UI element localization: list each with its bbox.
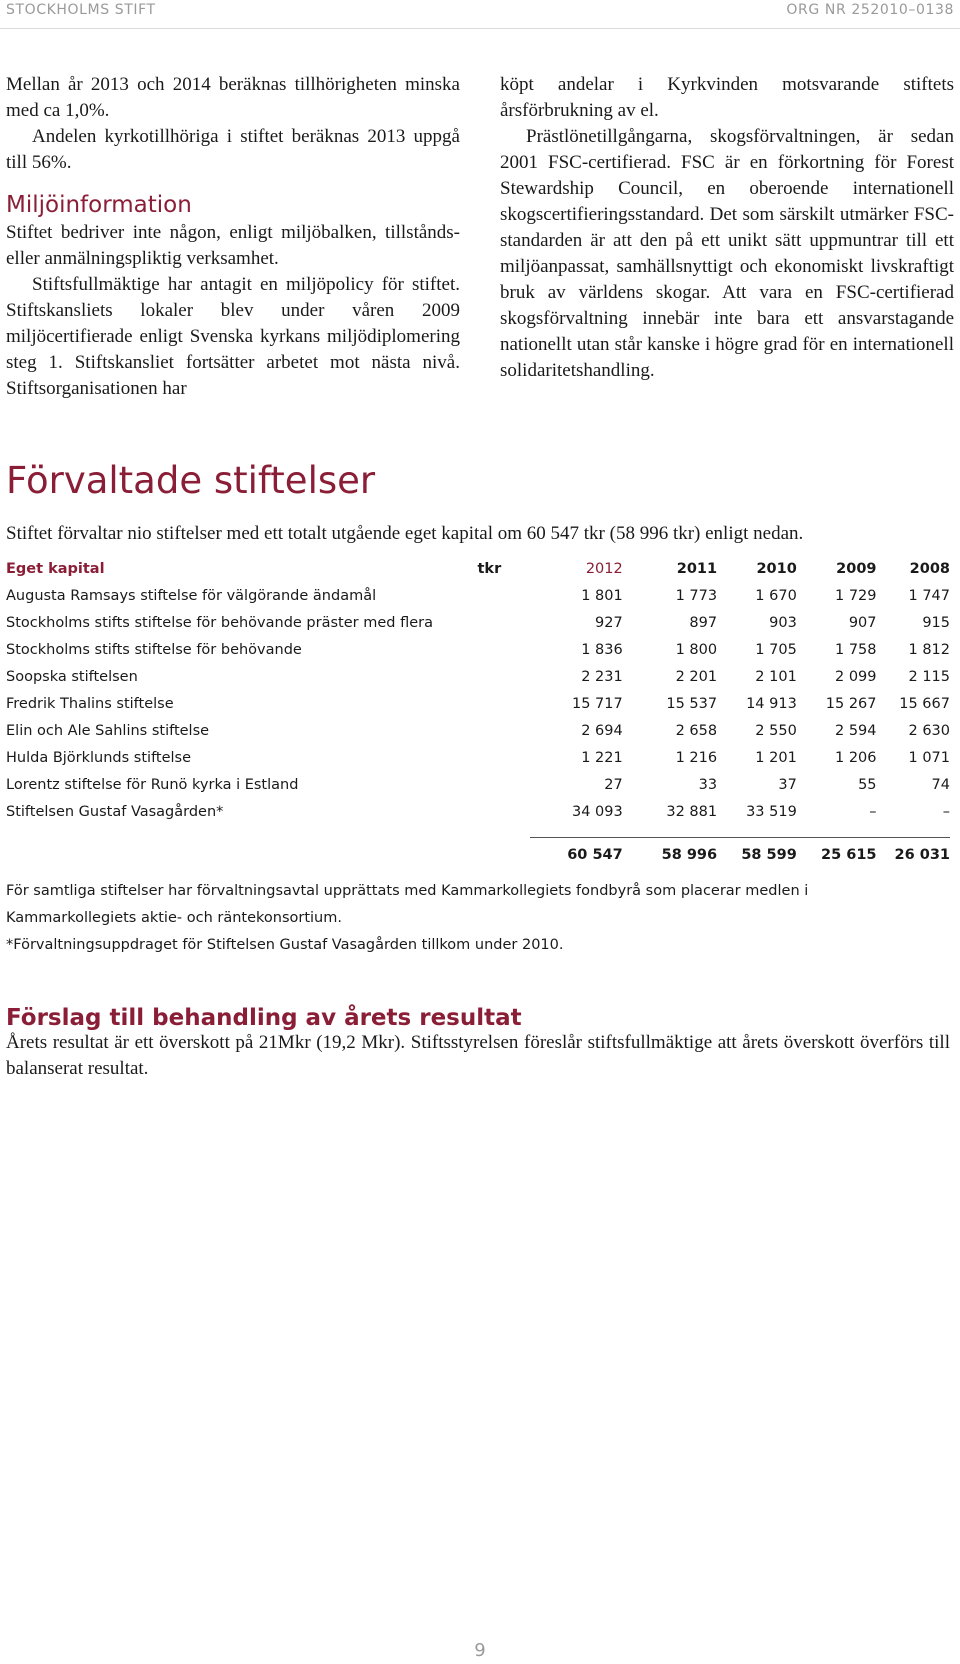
- paragraph: Stiftsfullmäktige har antagit en miljöpolicy för stiftet. Stiftskansliets lokaler blev under våren 2009 miljöcertifierade enligt Svenska kyrkans miljödiplomering steg 1. Stiftskansliet fortsätter arbetet mot nästa nivå. Stiftsorganisationen har: [6, 274, 460, 399]
- table-notes: [6, 878, 906, 959]
- value-cell: 2 658: [675, 722, 718, 739]
- unit-cell: [468, 717, 531, 744]
- section-title-foundations: Förvaltade stiftelser: [6, 459, 376, 502]
- value-cell: 2 201: [675, 668, 718, 685]
- totals-blank: [6, 838, 468, 873]
- column-header-year: 2011: [676, 560, 718, 577]
- total-value-cell: 60 547: [530, 838, 622, 873]
- value-cell: –: [942, 803, 950, 820]
- paragraph: Mellan år 2013 och 2014 beräknas tillhörigheten minska med ca 1,0%.: [6, 74, 460, 121]
- value-cell: 1 206: [835, 749, 877, 766]
- right-text-column: [500, 72, 954, 384]
- foundation-name: Soopska stiftelsen: [6, 668, 138, 685]
- header-org-number: ORG NR 252010–0138: [786, 2, 954, 18]
- foundation-name: Hulda Björklunds stiftelse: [6, 749, 192, 766]
- column-header-year: 2010: [756, 560, 797, 577]
- value-cell: 1 801: [581, 587, 623, 604]
- value-cell: 1 729: [835, 587, 877, 604]
- result-text: Årets resultat är ett överskott på 21Mkr (19,2 Mkr). Stiftsstyrelsen föreslår stiftsfullmäktige att årets överskott överförs till balanserat resultat.: [6, 1032, 950, 1079]
- foundation-name: Elin och Ale Sahlins stiftelse: [6, 722, 210, 739]
- value-cell: 2 231: [581, 668, 623, 685]
- value-cell: 37: [778, 776, 797, 793]
- value-cell: 1 670: [755, 587, 797, 604]
- column-header-label: Eget kapital: [6, 560, 105, 577]
- foundation-name: Lorentz stiftelse för Runö kyrka i Estland: [6, 776, 299, 793]
- value-cell: 2 115: [908, 668, 950, 685]
- column-header-year: 2009: [836, 560, 877, 577]
- value-cell: 15 267: [825, 695, 877, 712]
- unit-cell: [468, 771, 531, 798]
- left-text-column: [6, 72, 460, 402]
- total-value-cell: 58 599: [717, 838, 797, 873]
- header-organization: STOCKHOLMS STIFT: [6, 2, 156, 18]
- value-cell: 15 667: [899, 695, 950, 712]
- value-cell: 1 221: [581, 749, 623, 766]
- value-cell: 1 812: [908, 641, 950, 658]
- totals-row: [6, 838, 950, 873]
- unit-cell: [468, 582, 531, 609]
- table-row: [6, 744, 950, 771]
- value-cell: 34 093: [571, 803, 623, 820]
- table-row: [6, 663, 950, 690]
- value-cell: 2 630: [908, 722, 950, 739]
- total-value-cell: 26 031: [877, 838, 950, 873]
- value-cell: 74: [931, 776, 950, 793]
- table-header-row: [6, 555, 950, 582]
- value-cell: 903: [769, 614, 797, 631]
- value-cell: 1 071: [908, 749, 950, 766]
- table-row: [6, 798, 950, 825]
- foundation-name: Stockholms stifts stiftelse för behövande präster med flera: [6, 614, 433, 631]
- value-cell: 1 800: [675, 641, 718, 658]
- value-cell: 14 913: [746, 695, 797, 712]
- value-cell: 1 201: [755, 749, 797, 766]
- value-cell: 2 099: [835, 668, 877, 685]
- table-row: [6, 609, 950, 636]
- value-cell: 33 519: [746, 803, 797, 820]
- value-cell: 15 537: [666, 695, 718, 712]
- value-cell: 1 747: [908, 587, 950, 604]
- value-cell: 2 550: [755, 722, 797, 739]
- foundation-name: Stockholms stifts stiftelse för behövande: [6, 641, 302, 658]
- column-header-unit: tkr: [477, 560, 502, 577]
- paragraph: Prästlönetillgångarna, skogsförvaltningen, är sedan 2001 FSC-certifierad. FSC är en förkortning för Forest Stewardship Council, en oberoende internationell skogscertifieringsstandard. Det som särskilt utmärker FSC-standarden är att den på ett unikt sätt uppmuntrar till ett miljöanpassat, samhällsnyttigt och ekonomiskt livskraftigt bruk av världens skogar. Att vara en FSC-certifierad skogsförvaltning innebär inte bara ett ansvarstagande nationellt utan står kanske i högre grad för en internationell solidaritetshandling.: [500, 126, 954, 381]
- value-cell: 927: [595, 614, 623, 631]
- foundation-name: Fredrik Thalins stiftelse: [6, 695, 174, 712]
- spacer-row: [6, 825, 950, 838]
- value-cell: –: [869, 803, 877, 820]
- unit-cell: [468, 636, 531, 663]
- table-row: [6, 636, 950, 663]
- paragraph: köpt andelar i Kyrkvinden motsvarande stiftets årsförbrukning av el.: [500, 74, 954, 121]
- totals-blank: [468, 838, 531, 873]
- foundation-name: Stiftelsen Gustaf Vasagården*: [6, 803, 224, 820]
- value-cell: 1 216: [675, 749, 718, 766]
- value-cell: 2 694: [581, 722, 623, 739]
- column-header-year: 2012: [585, 560, 623, 577]
- table-row: [6, 582, 950, 609]
- foundations-intro: Stiftet förvaltar nio stiftelser med ett totalt utgående eget kapital om 60 547 tkr (58 996 tkr) enligt nedan.: [6, 523, 804, 544]
- page-number: 9: [474, 1640, 486, 1661]
- table-row: [6, 771, 950, 798]
- total-value-cell: 58 996: [623, 838, 717, 873]
- value-cell: 15 717: [571, 695, 623, 712]
- value-cell: 27: [604, 776, 623, 793]
- unit-cell: [468, 798, 531, 825]
- unit-cell: [468, 744, 531, 771]
- value-cell: 1 836: [581, 641, 623, 658]
- value-cell: 33: [698, 776, 718, 793]
- value-cell: 915: [922, 614, 950, 631]
- value-cell: 55: [858, 776, 877, 793]
- value-cell: 907: [848, 614, 877, 631]
- note: För samtliga stiftelser har förvaltningsavtal upprättats med Kammarkollegiets fondbyrå som placerar medlen i Kammarkollegiets aktie- och räntekonsortium.: [6, 883, 809, 926]
- unit-cell: [468, 663, 531, 690]
- total-value-cell: 25 615: [797, 838, 877, 873]
- section-heading-result: Förslag till behandling av årets resultat: [6, 1005, 522, 1031]
- value-cell: 1 705: [755, 641, 797, 658]
- unit-cell: [468, 609, 531, 636]
- value-cell: 1 773: [675, 587, 718, 604]
- value-cell: 897: [689, 614, 718, 631]
- table-row: [6, 717, 950, 744]
- table-row: [6, 690, 950, 717]
- paragraph: Stiftet bedriver inte någon, enligt miljöbalken, tillstånds- eller anmälningspliktig verksamhet.: [6, 222, 460, 269]
- value-cell: 2 101: [755, 668, 797, 685]
- foundation-name: Augusta Ramsays stiftelse för välgörande ändamål: [6, 587, 377, 604]
- value-cell: 1 758: [835, 641, 877, 658]
- column-header-year: 2008: [909, 560, 950, 577]
- value-cell: 2 594: [835, 722, 877, 739]
- paragraph: Andelen kyrkotillhöriga i stiftet beräknas 2013 uppgå till 56%.: [6, 126, 460, 173]
- note-footnote: *Förvaltningsuppdraget för Stiftelsen Gustaf Vasagården tillkom under 2010.: [6, 937, 564, 953]
- unit-cell: [468, 690, 531, 717]
- page-header: [0, 0, 960, 29]
- section-heading-environment: Miljöinformation: [6, 192, 192, 218]
- foundations-table: [6, 555, 950, 872]
- value-cell: 32 881: [666, 803, 718, 820]
